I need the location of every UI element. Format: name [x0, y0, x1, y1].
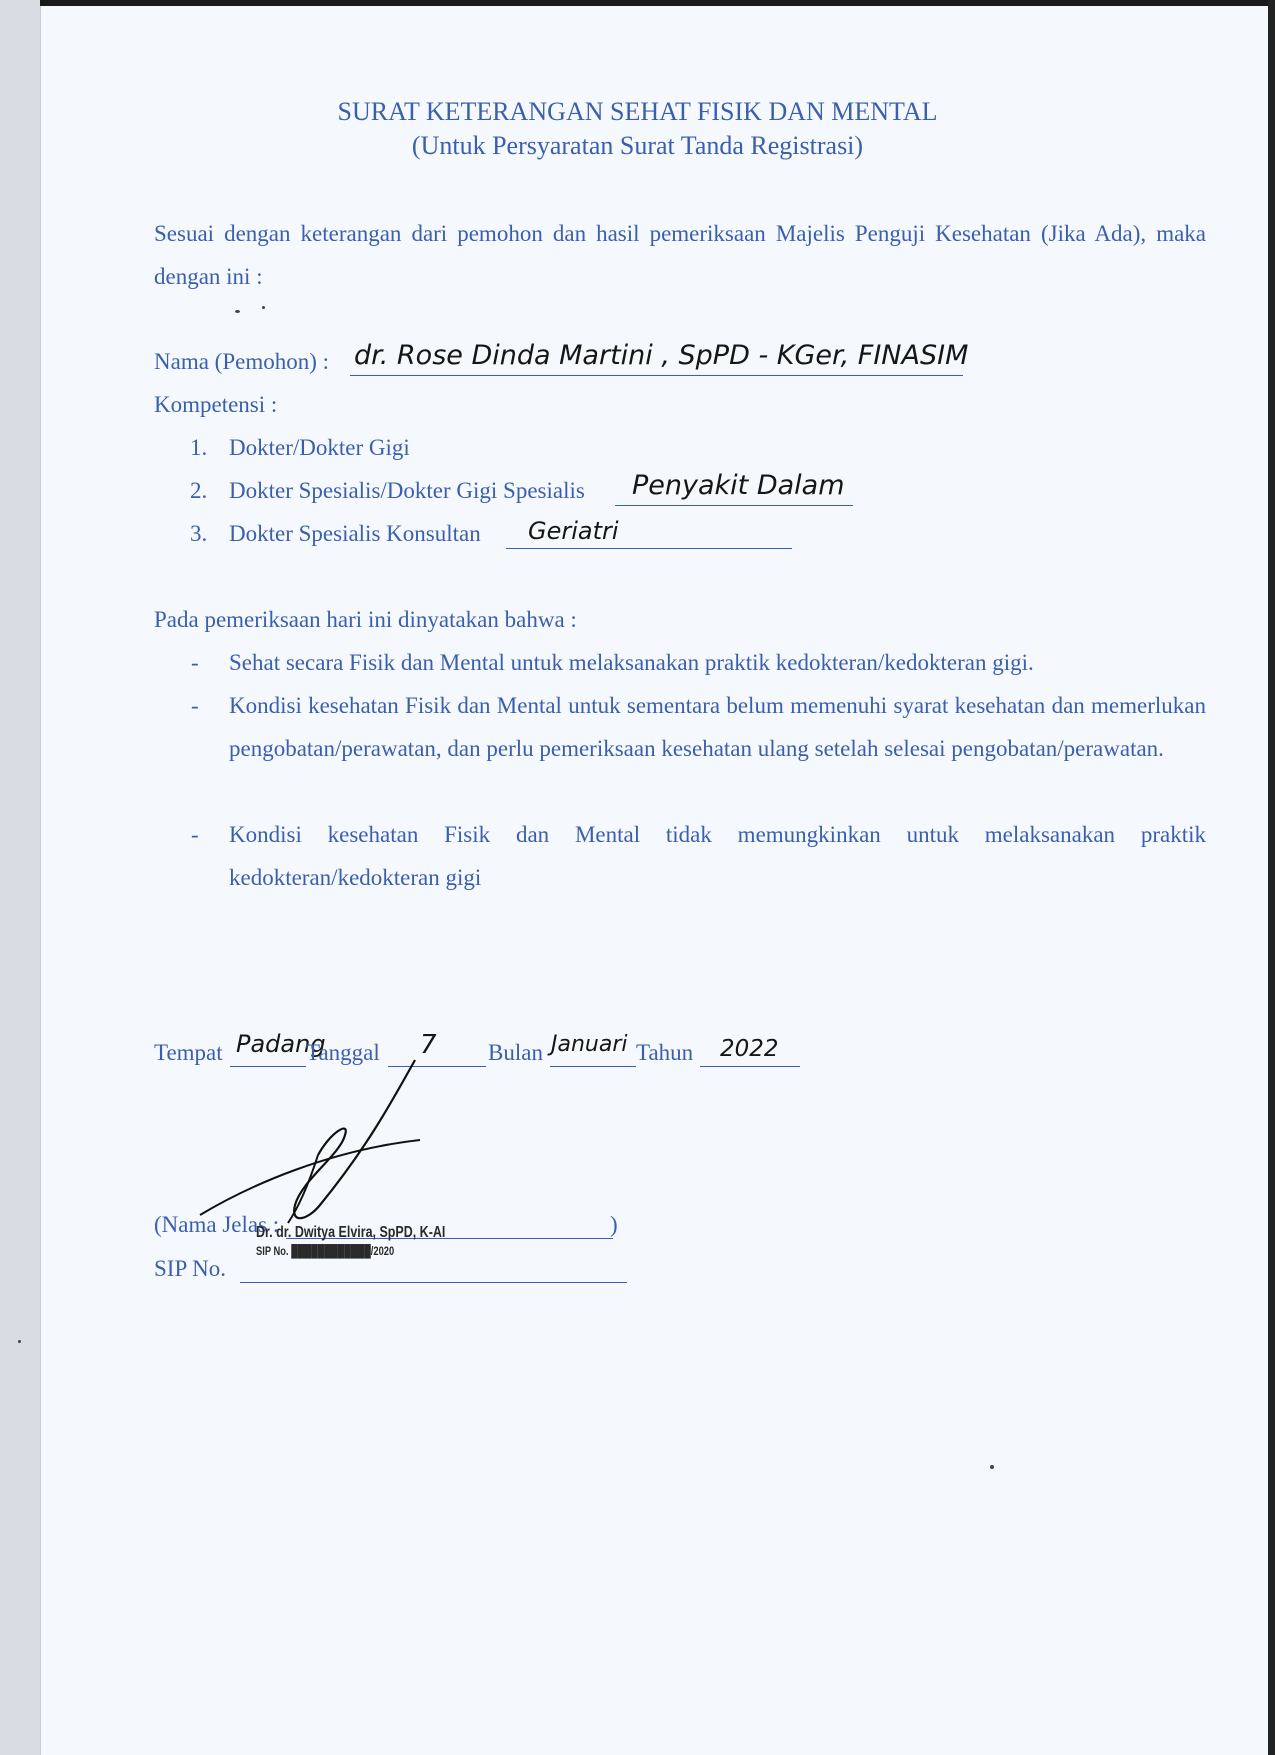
- month-handwritten: Januari: [551, 1032, 628, 1057]
- scan-right-edge: [1268, 0, 1275, 1755]
- finding-item-1: Sehat secara Fisik dan Mental untuk melaksanakan praktik kedokteran/kedokteran gigi.: [229, 650, 1034, 675]
- name-clear-label: (Nama Jelas :: [154, 1212, 280, 1237]
- document-title: SURAT KETERANGAN SEHAT FISIK DAN MENTAL: [337, 97, 938, 126]
- finding-item-2: Kondisi kesehatan Fisik dan Mental untuk sementara belum memenuhi syarat kesehatan dan memerlukan pengobatan/perawatan, dan perlu pemeriksaan kesehatan ulang setelah selesai pengobatan/perawatan.: [229, 693, 1206, 761]
- competence-label: Kompetensi :: [154, 392, 278, 417]
- sip-stamp: SIP No. ████████████/2020: [256, 1244, 395, 1258]
- competence-item-1: Dokter/Dokter Gigi: [229, 435, 410, 460]
- competence-num-3: 3.: [190, 521, 208, 546]
- document-subtitle: (Untuk Persyaratan Surat Tanda Registrasi): [411, 131, 864, 160]
- date-label: Tanggal: [306, 1040, 380, 1065]
- intro-paragraph: Sesuai dengan keterangan dari pemohon dan hasil pemeriksaan Majelis Penguji Kesehatan (Jika Ada), maka dengan ini :: [154, 221, 1206, 289]
- finding-item-3: Kondisi kesehatan Fisik dan Mental tidak memungkinkan untuk melaksanakan praktik kedokteran/kedokteran gigi: [229, 822, 1206, 890]
- findings-label: Pada pemeriksaan hari ini dinyatakan bahwa :: [154, 607, 577, 632]
- month-label: Bulan: [488, 1040, 543, 1065]
- place-label: Tempat: [154, 1040, 223, 1065]
- finding-bullet-1: -: [191, 650, 199, 675]
- competence-item-3: Dokter Spesialis Konsultan: [229, 521, 481, 546]
- specialty-handwritten: Penyakit Dalam: [632, 470, 845, 501]
- scan-speck: [18, 1340, 21, 1343]
- year-underline: [700, 1066, 800, 1067]
- scan-speck: [262, 306, 265, 309]
- name-stamp: Dr. dr. Dwitya Elvira, SpPD, K-AI: [256, 1224, 446, 1241]
- applicant-label: Nama (Pemohon) :: [154, 349, 330, 374]
- finding-bullet-2: -: [191, 693, 199, 718]
- year-handwritten: 2022: [720, 1036, 779, 1062]
- sip-underline: [240, 1282, 627, 1283]
- sip-label: SIP No.: [154, 1256, 226, 1281]
- scan-speck: [990, 1465, 994, 1469]
- consultant-handwritten: Geriatri: [528, 517, 619, 545]
- place-handwritten: Padang: [236, 1030, 326, 1058]
- date-handwritten: 7: [420, 1030, 437, 1060]
- month-underline: [550, 1066, 636, 1067]
- year-label: Tahun: [636, 1040, 694, 1065]
- applicant-underline: [350, 375, 963, 376]
- scan-speck: [235, 310, 240, 313]
- competence-item-2: Dokter Spesialis/Dokter Gigi Spesialis: [229, 478, 585, 503]
- competence-2-underline: [615, 505, 853, 506]
- applicant-name-handwritten: dr. Rose Dinda Martini , SpPD - KGer, FINASIM: [354, 340, 969, 371]
- finding-bullet-3: -: [191, 822, 199, 847]
- competence-num-2: 2.: [190, 478, 208, 503]
- competence-num-1: 1.: [190, 435, 208, 460]
- name-close-paren: ): [610, 1212, 618, 1237]
- signature-scribble: [190, 1055, 450, 1235]
- competence-3-underline: [506, 548, 792, 549]
